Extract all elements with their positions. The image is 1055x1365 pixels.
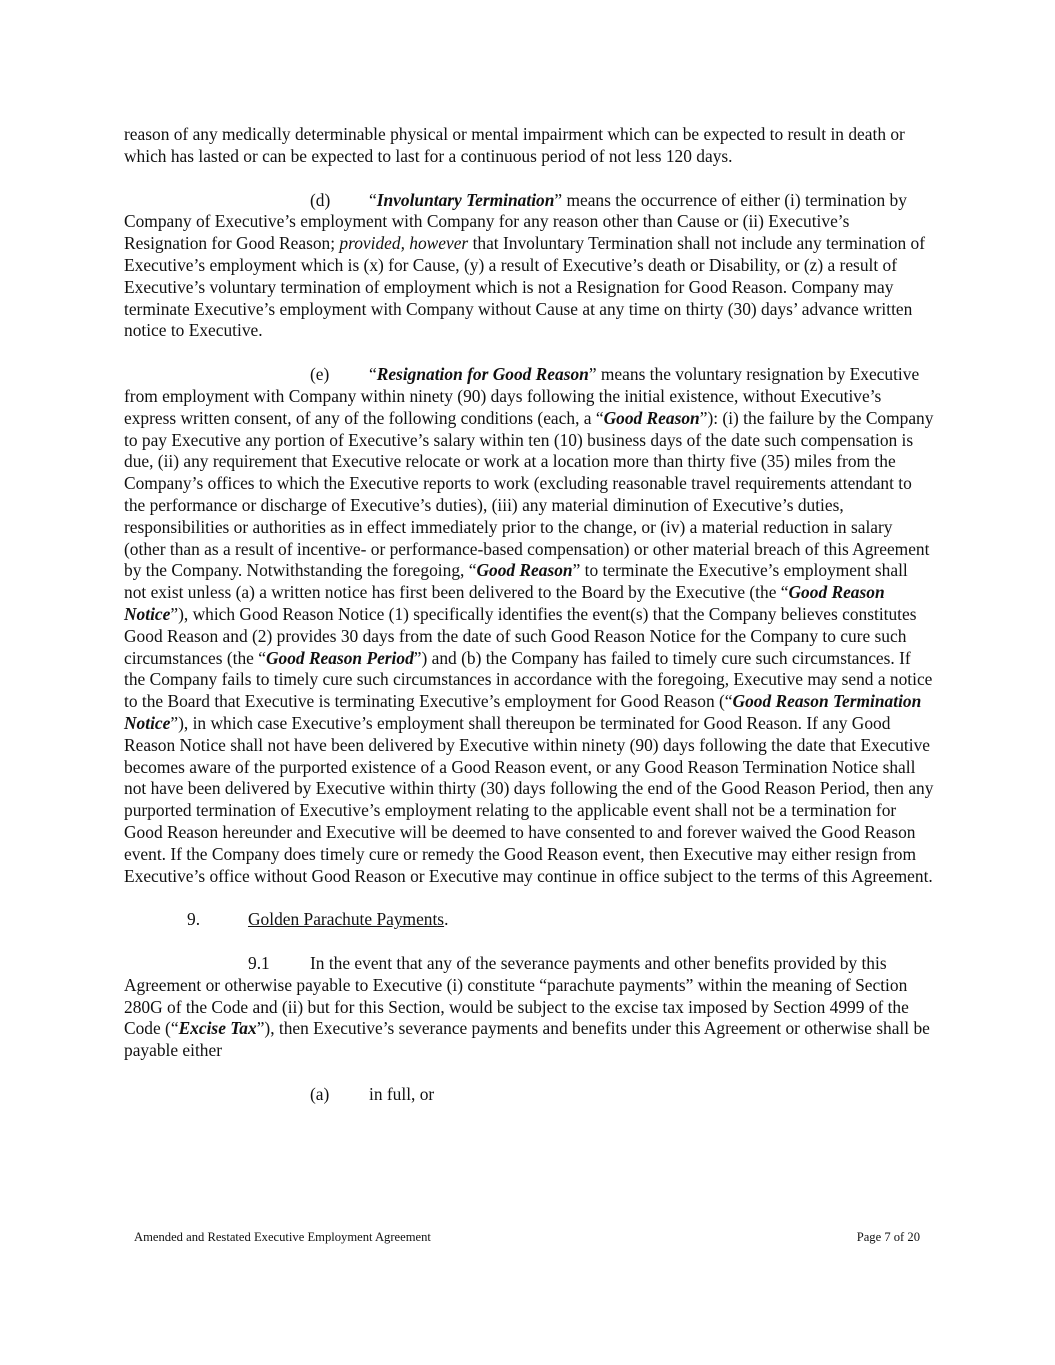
section-9-number: 9. [187, 909, 201, 930]
paragraph-a: (a) in full, or [310, 1084, 435, 1105]
paragraph-e-label: (e) [310, 364, 330, 385]
term-involuntary-termination: Involuntary Termination [376, 189, 555, 210]
page-footer [134, 1230, 920, 1245]
paragraph-a-label: (a) [310, 1084, 330, 1105]
section-9-heading: 9. Golden Parachute Payments. [187, 909, 449, 930]
section-9-title: Golden Parachute Payments [248, 909, 445, 930]
term-good-reason-period: Good Reason Period [265, 647, 414, 668]
term-resignation-for-good-reason: Resignation for Good Reason [376, 364, 589, 385]
paragraph-c-continuation: reason of any medically determinable physical or mental impairment which can be expected to result in death or which has lasted or can be expected to last for a continuous period of not less 120 days. [124, 124, 905, 166]
footer-title: Amended and Restated Executive Employment Agreement [134, 1230, 431, 1244]
term-excise-tax: Excise Tax [178, 1018, 257, 1039]
term-good-reason-2: Good Reason [476, 560, 573, 581]
paragraph-9-1-label: 9.1 [248, 953, 270, 974]
term-good-reason-notice: Good Reason Notice [124, 582, 885, 624]
paragraph-e: (e) “Resignation for Good Reason” means the voluntary resignation by Executive from employment with Company within ninety (90) days following the initial existence, without Executive’s express written consent, of any of the following conditions (each, a “Good Reason”): (i) the failure by the Company to pay Executive any portion of Executive’s salary within ten (10) business days of the date such compensation is due, (ii) any requirement that Executive relocate or work at a location more than thirty five (35) miles from the Company’s offices to which the Executive reports to work (excluding reasonable travel requirements attendant to the performance or discharge of Executive’s duties), (iii) any material diminution of Executive’s duties, responsibilities or authorities as in effect immediately prior to the change, or (iv) a material reduction in salary (other than as a result of incentive- or performance-based compensation) or other material breach of this Agreement by the Company. Notwithstanding the foregoing, “Good Reason” to terminate the Executive’s employment shall not exist unless (a) a written notice has first been delivered to the Board by the Executive (the “Good Reason Notice”), which Good Reason Notice (1) specifically identifies the event(s) that the Company believes constitutes Good Reason and (2) provides 30 days from the date of such Good Reason Notice for the Company to cure such circumstances (the “Good Reason Period”) and (b) the Company has failed to timely cure such circumstances. If the Company fails to timely cure such circumstances in accordance with the foregoing, Executive may send a notice to the Board that Executive is terminating Executive’s employment for Good Reason (“Good Reason Termination Notice”), in which case Executive’s employment shall thereupon be terminated for Good Reason. If any Good Reason Notice shall not have been delivered by Executive within ninety (90) days following the date that Executive becomes aware of the purported existence of a Good Reason event, or any Good Reason Termination Notice shall not have been delivered by Executive within thirty (30) days following the end of the Good Reason Period, then any purported termination of Executive’s employment relating to the applicable event shall not be a termination for Good Reason hereunder and Executive will be deemed to have consented to and forever waived the Good Reason event. If the Company does timely cure or remedy the Good Reason event, then Executive may either resign from Executive’s office without Good Reason or Executive may continue in office subject to the terms of this Agreement. [124, 364, 934, 886]
document-body [124, 124, 934, 1106]
page-number: Page 7 of 20 [856, 1230, 920, 1244]
term-good-reason: Good Reason [603, 407, 700, 428]
paragraph-d: (d) “Involuntary Termination” means the occurrence of either (i) termination by Company of Executive’s employment with Company for any reason other than Cause or (ii) Executive’s Resignation for Good Reason; provided, however that Involuntary Termination shall not include any termination of Executive’s employment which is (x) for Cause, (y) a result of Executive’s death or Disability, or (z) a result of Executive’s voluntary termination of employment which is not a Resignation for Good Reason. Company may terminate Executive’s employment with Company without Cause at any time on thirty (30) days’ advance written notice to Executive. [124, 189, 926, 341]
term-good-reason-termination-notice: Good Reason Termination Notice [124, 691, 922, 733]
paragraph-9-1: 9.1 In the event that any of the severance payments and other benefits provided by this Agreement or otherwise payable to Executive (i) constitute “parachute payments” within the meaning of Section 280G of the Code and (ii) but for this Section, would be subject to the excise tax imposed by Section 4999 of the Code (“Excise Tax”), then Executive’s severance payments and benefits under this Agreement or otherwise shall be payable either [124, 953, 930, 1061]
provided-however: provided, however [339, 233, 469, 254]
paragraph-d-label: (d) [310, 189, 331, 210]
